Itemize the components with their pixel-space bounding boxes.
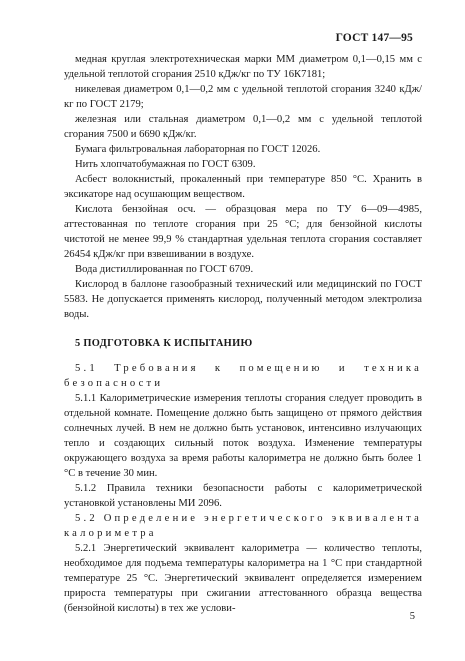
material-benzoic-acid: Кислота бензойная осч. — образцовая мера по ТУ 6—09—4985, аттестованная по теплоте сгорания при 25 °С; для бензойной кислоты чистотой не менее 99,9 % стандартная удельная теплота сгорания составляет 26454 кДж/кг при взвешивании в воздухе.	[64, 204, 422, 260]
paragraph-5-2-1: 5.2.1 Энергетический эквивалент калориметра — количество теплоты, необходимое для подъема температуры калориметра на 1 °С при стандартной температуре 25 °С. Энергетический эквивалент определяется измерением прироста температуры при сжигании аттестованного образца вещества (бензойной кислоты) в тех же услови-	[64, 543, 422, 614]
material-asbestos: Асбест волокнистый, прокаленный при температуре 850 °С. Хранить в эксикаторе над осушающим веществом.	[64, 174, 422, 200]
page-header-standard-code: ГОСТ 147—95	[335, 32, 413, 44]
paragraph-5-1-2: 5.1.2 Правила техники безопасности работы с калориметрической установкой установлены МИ 2096.	[64, 483, 422, 509]
material-cotton-thread: Нить хлопчатобумажная по ГОСТ 6309.	[75, 159, 256, 170]
material-oxygen: Кислород в баллоне газообразный технический или медицинский по ГОСТ 5583. Не допускается применять кислород, полученный методом электролиза воды.	[64, 279, 422, 320]
subsection-5-2-heading: 5.2 Определение энергетического эквивалента калориметра	[64, 513, 422, 539]
material-copper-wire: медная круглая электротехническая марки ММ диаметром 0,1—0,15 мм с удельной теплотой сгорания 2510 кДж/кг по ТУ 16К7181;	[64, 54, 422, 80]
material-nickel-wire: никелевая диаметром 0,1—0,2 мм с удельной теплотой сгорания 3240 кДж/кг по ГОСТ 2179;	[64, 84, 422, 110]
subsection-5-1-heading: 5.1 Требования к помещению и техника безопасности	[64, 363, 422, 389]
page-number: 5	[409, 611, 415, 622]
material-steel-wire: железная или стальная диаметром 0,1—0,2 мм с удельной теплотой сгорания 7500 и 6690 кДж/кг.	[64, 114, 422, 140]
paragraph-5-1-1: 5.1.1 Калориметрические измерения теплоты сгорания следует проводить в отдельной комнате. Помещение должно быть защищено от прямого действия солнечных лучей. В нем не должно быть установок, интенсивно излучающих тепло и создающих сильный поток воздуха. Изменение температуры окружающего воздуха за время работы калориметра не должно быть более 1 °С в течение 30 мин.	[64, 393, 422, 479]
section-5-title: 5 ПОДГОТОВКА К ИСПЫТАНИЮ	[75, 338, 253, 349]
material-filter-paper: Бумага фильтровальная лабораторная по ГОСТ 12026.	[75, 144, 321, 155]
document-body	[64, 52, 422, 616]
material-distilled-water: Вода дистиллированная по ГОСТ 6709.	[75, 264, 254, 275]
